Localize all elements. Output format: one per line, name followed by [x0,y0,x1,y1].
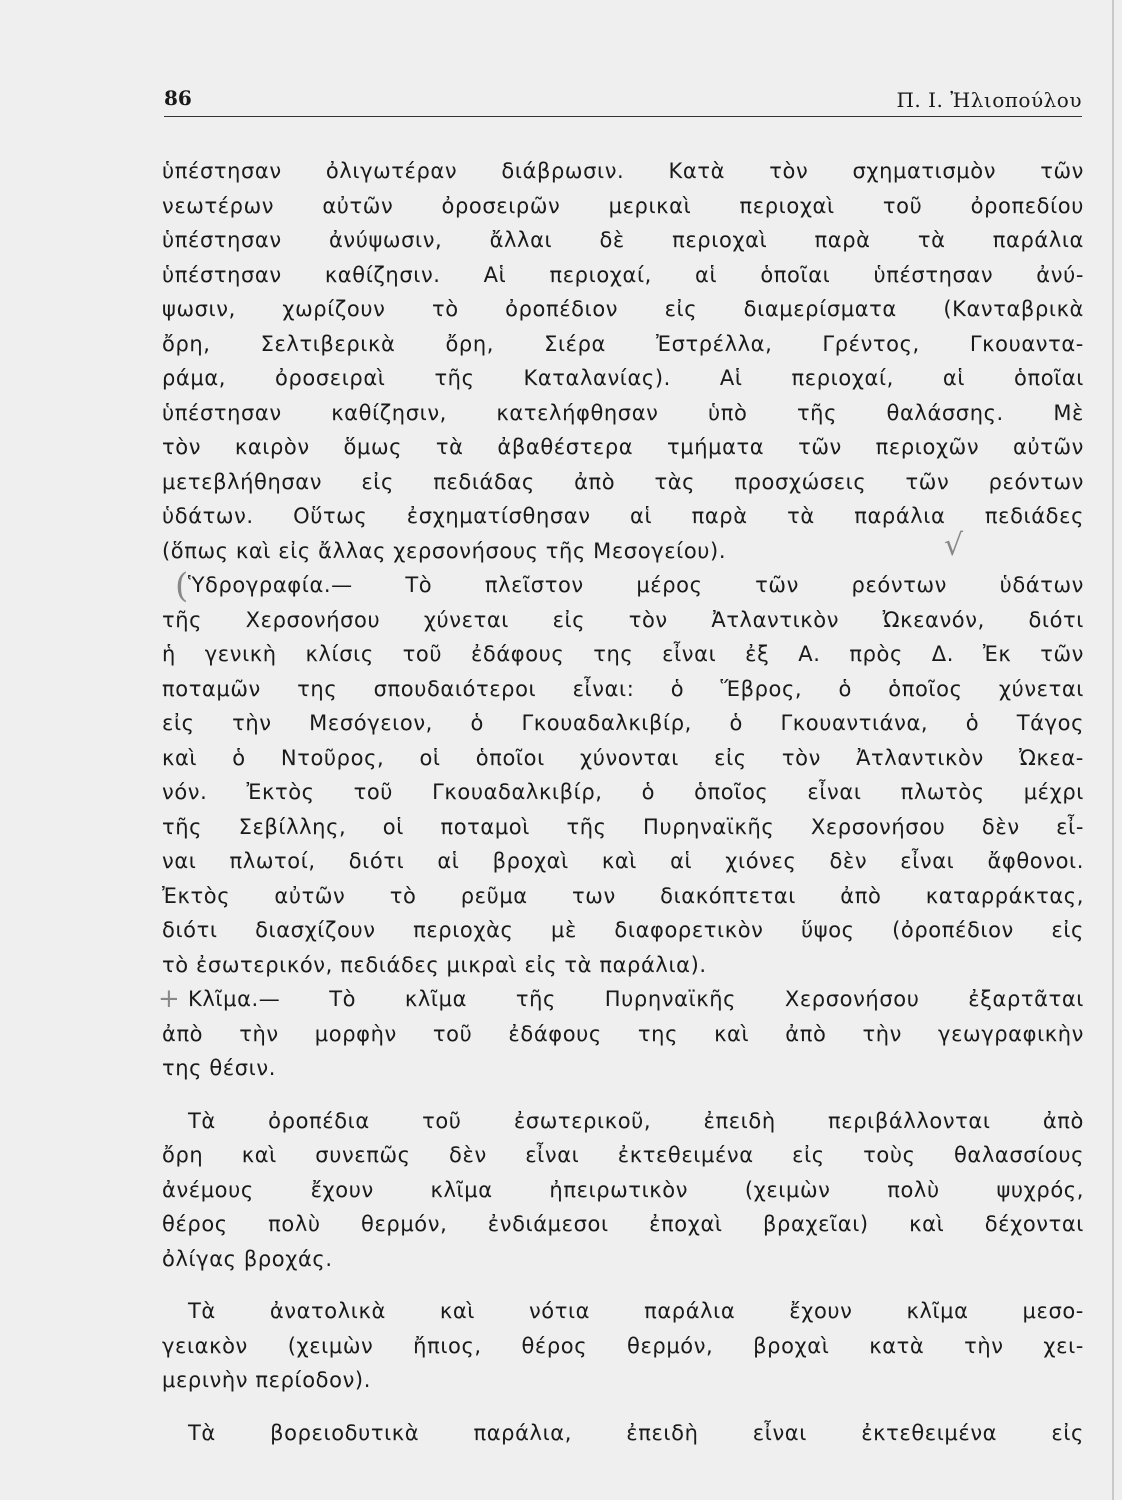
text-line: ὄρη, Σελτιβερικὰ ὄρη, Σιέρα Ἐστρέλλα, Γρέντος, Γκουαντα- [162,331,1084,356]
page-number: 86 [164,86,192,110]
margin-check-mark: √ [944,528,964,563]
text-line: ἀνέμους ἔχουν κλῖμα ἠπειρωτικὸν (χειμὼν πολὺ ψυχρός, [162,1177,1084,1202]
text-line: γειακὸν (χειμὼν ἤπιος, θέρος θερμόν, βροχαὶ κατὰ τὴν χει- [162,1333,1084,1358]
text-line: ὑπέστησαν ἀνύψωσιν, ἄλλαι δὲ περιοχαὶ παρὰ τὰ παράλια [162,228,1084,252]
text-line: ἀπὸ τὴν μορφὴν τοῦ ἐδάφους της καὶ ἀπὸ τὴν γεωγραφικὴν [162,1021,1084,1046]
page-header [164,82,1082,117]
margin-cross-mark: + [158,984,180,1014]
text-line: Τὰ ἀνατολικὰ καὶ νότια παράλια ἔχουν κλῖμα μεσο- [188,1299,1084,1323]
text-line: (ὅπως καὶ εἰς ἄλλας χερσονήσους τῆς Μεσογείου). [162,538,727,563]
text-line: Τὰ βορειοδυτικὰ παράλια, ἐπειδὴ εἶναι ἐκτεθειμένα εἰς [188,1420,1084,1445]
text-line: εἰς τὴν Μεσόγειον, ὁ Γκουαδαλκιβίρ, ὁ Γκουαντιάνα, ὁ Τάγος [162,711,1084,735]
running-head: Π. Ι. Ἠλιοπούλου [896,88,1082,112]
text-line: τὸν καιρὸν ὅμως τὰ ἀβαθέστερα τμήματα τῶν περιοχῶν αὐτῶν [162,435,1084,459]
text-line: καὶ ὁ Ντοῦρος, οἱ ὁποῖοι χύνονται εἰς τὸν Ἀτλαντικὸν Ὠκεα- [162,745,1084,770]
text-line: τῆς Σεβίλλης, οἱ ποταμοὶ τῆς Πυρηναϊκῆς Χερσονήσου δὲν εἶ- [162,814,1084,839]
section-heading-hydrography: Ὑδρογραφία.— Τὸ πλεῖστον μέρος τῶν ρεόντων ὑδάτων [188,573,1084,597]
text-line: ὑδάτων. Οὕτως ἐσχηματίσθησαν αἱ παρὰ τὰ παράλια πεδιάδες [162,504,1084,528]
text-line: ναι πλωτοί, διότι αἱ βροχαὶ καὶ αἱ χιόνες δὲν εἶναι ἄφθονοι. [162,849,1084,873]
paragraph-gap [148,1398,1084,1416]
text-line: ὑπέστησαν ὀλιγωτέραν διάβρωσιν. Κατὰ τὸν σχηματισμὸν τῶν [162,159,1084,183]
text-line: ὄρη καὶ συνεπῶς δὲν εἶναι ἐκτεθειμένα εἰς τοὺς θαλασσίους [162,1143,1084,1167]
text-line: τῆς Χερσονήσου χύνεται εἰς τὸν Ἀτλαντικὸν Ὠκεανόν, διότι [162,607,1084,632]
text-line: της θέσιν. [162,1056,276,1080]
text-line: τὸ ἐσωτερικόν, πεδιάδες μικραὶ εἰς τὰ παράλια). [162,952,707,977]
text-line: ὑπέστησαν καθίζησιν. Αἱ περιοχαί, αἱ ὁποῖαι ὑπέστησαν ἀνύ- [162,262,1084,287]
paragraph-gap [148,1086,1084,1104]
text-line: μερινὴν περίοδον). [162,1368,371,1392]
text-line: νόν. Ἐκτὸς τοῦ Γκουαδαλκιβίρ, ὁ ὁποῖος εἶναι πλωτὸς μέχρι [162,780,1084,804]
text-line: διότι διασχίζουν περιοχὰς μὲ διαφορετικὸν ὕψος (ὀροπέδιον εἰς [162,918,1084,942]
paragraph-gap [148,1276,1084,1294]
body-text [148,154,1084,1450]
margin-bracket-mark: ( [175,566,189,606]
text-line: ὑπέστησαν καθίζησιν, κατελήφθησαν ὑπὸ τῆς θαλάσσης. Μὲ [162,400,1084,425]
text-line: μετεβλήθησαν εἰς πεδιάδας ἀπὸ τὰς προσχώσεις τῶν ρεόντων [162,469,1084,494]
text-line: ψωσιν, χωρίζουν τὸ ὀροπέδιον εἰς διαμερίσματα (Κανταβρικὰ [162,297,1084,321]
text-line: ἡ γενικὴ κλίσις τοῦ ἐδάφους της εἶναι ἐξ Α. πρὸς Δ. Ἐκ τῶν [162,642,1084,666]
text-line: νεωτέρων αὐτῶν ὀροσειρῶν μερικαὶ περιοχαὶ τοῦ ὀροπεδίου [162,193,1084,218]
page-edge [1112,0,1114,1500]
text-line: θέρος πολὺ θερμόν, ἐνδιάμεσοι ἐποχαὶ βραχεῖαι) καὶ δέχονται [162,1212,1084,1236]
section-heading-climate: Κλῖμα.— Τὸ κλῖμα τῆς Πυρηναϊκῆς Χερσονήσου ἐξαρτᾶται [188,987,1084,1011]
text-line: Ἐκτὸς αὐτῶν τὸ ρεῦμα των διακόπτεται ἀπὸ καταρράκτας, [162,883,1084,908]
text-line: ράμα, ὀροσειραὶ τῆς Καταλανίας). Αἱ περιοχαί, αἱ ὁποῖαι [162,366,1084,390]
text-line: ὀλίγας βροχάς. [162,1246,333,1271]
text-line: Τὰ ὀροπέδια τοῦ ἐσωτερικοῦ, ἐπειδὴ περιβάλλονται ἀπὸ [188,1108,1084,1133]
text-line: ποταμῶν της σπουδαιότεροι εἶναι: ὁ Ἕβρος, ὁ ὁποῖος χύνεται [162,676,1084,701]
